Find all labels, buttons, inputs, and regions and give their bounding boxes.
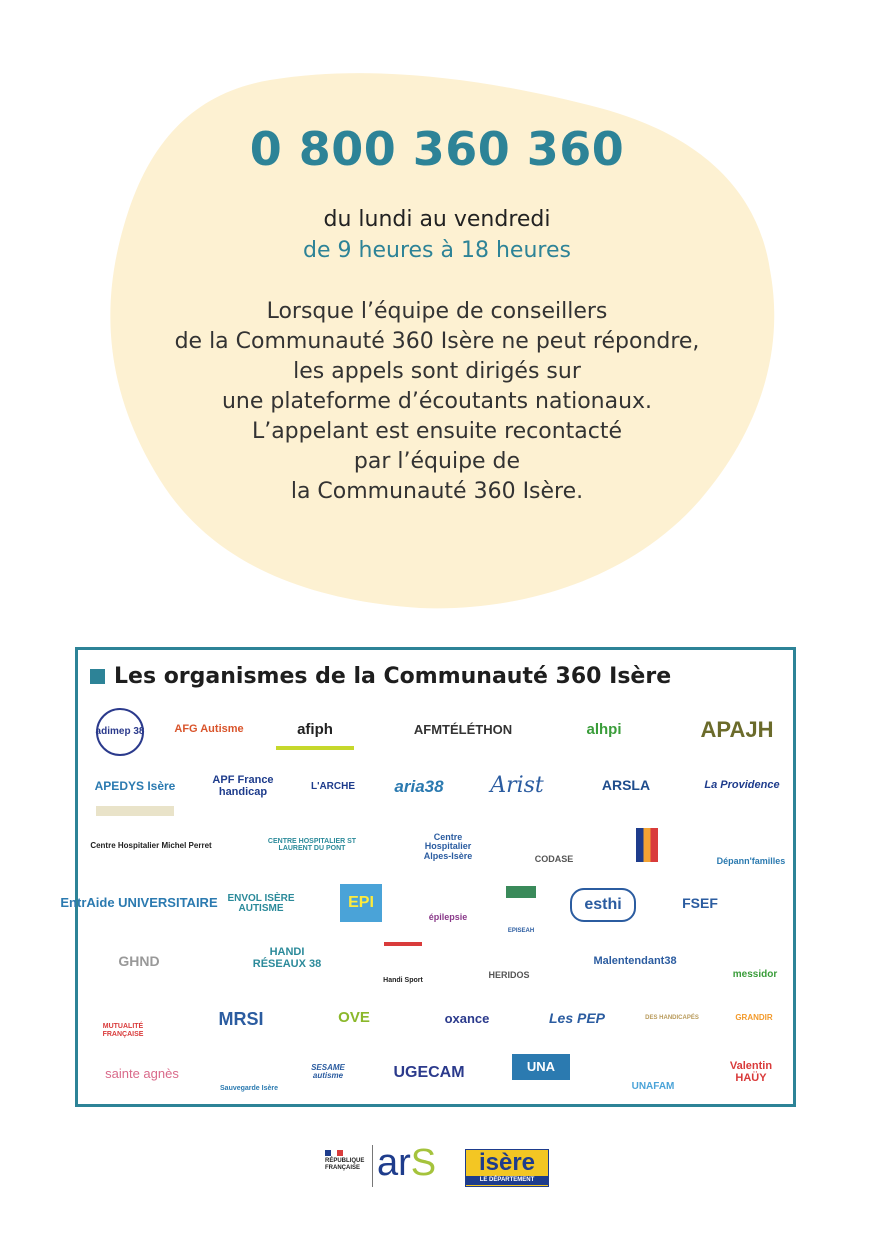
logo-apajh: APAJH (700, 717, 774, 743)
description-line: par l’équipe de (353, 449, 521, 474)
logo-unafam: UNAFAM (631, 1080, 675, 1092)
description-line: Lorsque l’équipe de conseillers (266, 299, 608, 324)
hotline-description (0, 297, 874, 507)
organizations-title: Les organismes de la Communauté 360 Isère (114, 664, 672, 689)
logo-apf-france-handicap: APF France handicap (212, 774, 274, 798)
description-line: L’appelant est ensuite recontacté (251, 419, 623, 444)
logo-handi-sport: Handi Sport (384, 942, 422, 984)
logo-mrsi: MRSI (218, 1008, 264, 1029)
logo-ghnd: GHND (118, 952, 160, 969)
logo-larche: L'ARCHE (310, 780, 356, 792)
logo-depann-familles: Dépann'familles (716, 855, 786, 866)
logo-oxance: oxance (444, 1011, 490, 1027)
logo-sesame-autisme: SESAME autisme (311, 1062, 345, 1080)
logo-epilepsie: épilepsie (428, 911, 468, 922)
logo-les-pep: Les PEP (548, 1009, 606, 1026)
logo-valentin-hauy: Valentin HAÜY (729, 1060, 773, 1084)
logo-entraide-universitaire: EntrAide UNIVERSITAIRE (60, 895, 218, 911)
hotline-hours: de 9 heures à 18 heures (303, 238, 571, 263)
logo-ugecam: UGECAM (393, 1063, 465, 1081)
ars-logo: arS (372, 1145, 436, 1187)
description-line: une plateforme d’écoutants nationaux. (221, 389, 653, 414)
logo-ch-alpes-isere: Centre Hospitalier Alpes-Isère (423, 831, 473, 861)
heading-square-icon (90, 669, 105, 684)
logo-epi: EPI (340, 884, 382, 922)
logo-aria38: aria38 (394, 777, 444, 797)
logo-ch-michel-perret: Centre Hospitalier Michel Perret (90, 840, 212, 850)
logo-sainte-agnes: sainte agnès (105, 1066, 179, 1082)
description-line: la Communauté 360 Isère. (290, 479, 584, 504)
logo-handi-reseaux-38: HANDI RÉSEAUX 38 (252, 946, 322, 970)
logo-la-providence: La Providence (704, 779, 780, 792)
logo-sauvegarde-isere: Sauvegarde Isère (220, 1084, 278, 1092)
republique-label: RÉPUBLIQUE FRANÇAISE (325, 1158, 365, 1171)
logo-grandir: GRANDIR (735, 1012, 773, 1022)
logo-arsla: ARSLA (601, 776, 651, 793)
logo-episeah: EPISEAH (506, 886, 536, 934)
organizations-heading (90, 664, 671, 689)
logo-adimep: adimep 38 (96, 708, 144, 756)
funders-logos (0, 1142, 874, 1195)
logo-afiph: afiph (276, 714, 354, 750)
hotline-phone-number[interactable]: 0 800 360 360 (249, 122, 625, 176)
republique-francaise-logo (325, 1150, 369, 1190)
description-line: de la Communauté 360 Isère ne peut répondre, (174, 329, 700, 354)
isere-departement-logo (465, 1149, 549, 1187)
logo-des-handicapes: DES HANDICAPÉS (645, 1014, 699, 1021)
logo-ch-st-laurent-du-pont: CENTRE HOSPITALIER ST LAURENT DU PONT (267, 837, 357, 852)
logo-heridos: HERIDOS (488, 969, 530, 980)
isere-sublabel: LE DÉPARTEMENT (466, 1176, 548, 1185)
organizations-panel (60, 647, 796, 1107)
hotline-days: du lundi au vendredi (323, 207, 551, 232)
logo-mutualite-francaise: MUTUALITÉ FRANÇAISE (102, 1023, 144, 1038)
description-line: les appels sont dirigés sur (293, 359, 581, 384)
logo-afm-telethon: AFMTÉLÉTHON (413, 722, 513, 738)
logo-una: UNA (512, 1054, 570, 1080)
logo-apedys: APEDYS Isère (96, 766, 174, 816)
logo-orange-flag (636, 828, 658, 862)
logo-esthi: esthi (570, 888, 636, 922)
logo-alhpi: alhpi (586, 721, 622, 739)
logo-codase: CODASE (534, 853, 574, 864)
logo-messidor: messidor (732, 968, 778, 980)
logo-arist: Arist (490, 773, 544, 799)
logo-malentendant38: Malentendant38 (593, 955, 677, 968)
logo-fsef: FSEF (682, 894, 718, 911)
logo-ove: OVE (338, 1009, 370, 1027)
logo-envol-isere-autisme: ENVOL ISÈRE AUTISME (227, 892, 295, 914)
french-flag-icon (325, 1150, 343, 1156)
logo-afg-autisme: AFG Autisme (174, 723, 244, 736)
isere-label: isère (478, 1149, 536, 1176)
